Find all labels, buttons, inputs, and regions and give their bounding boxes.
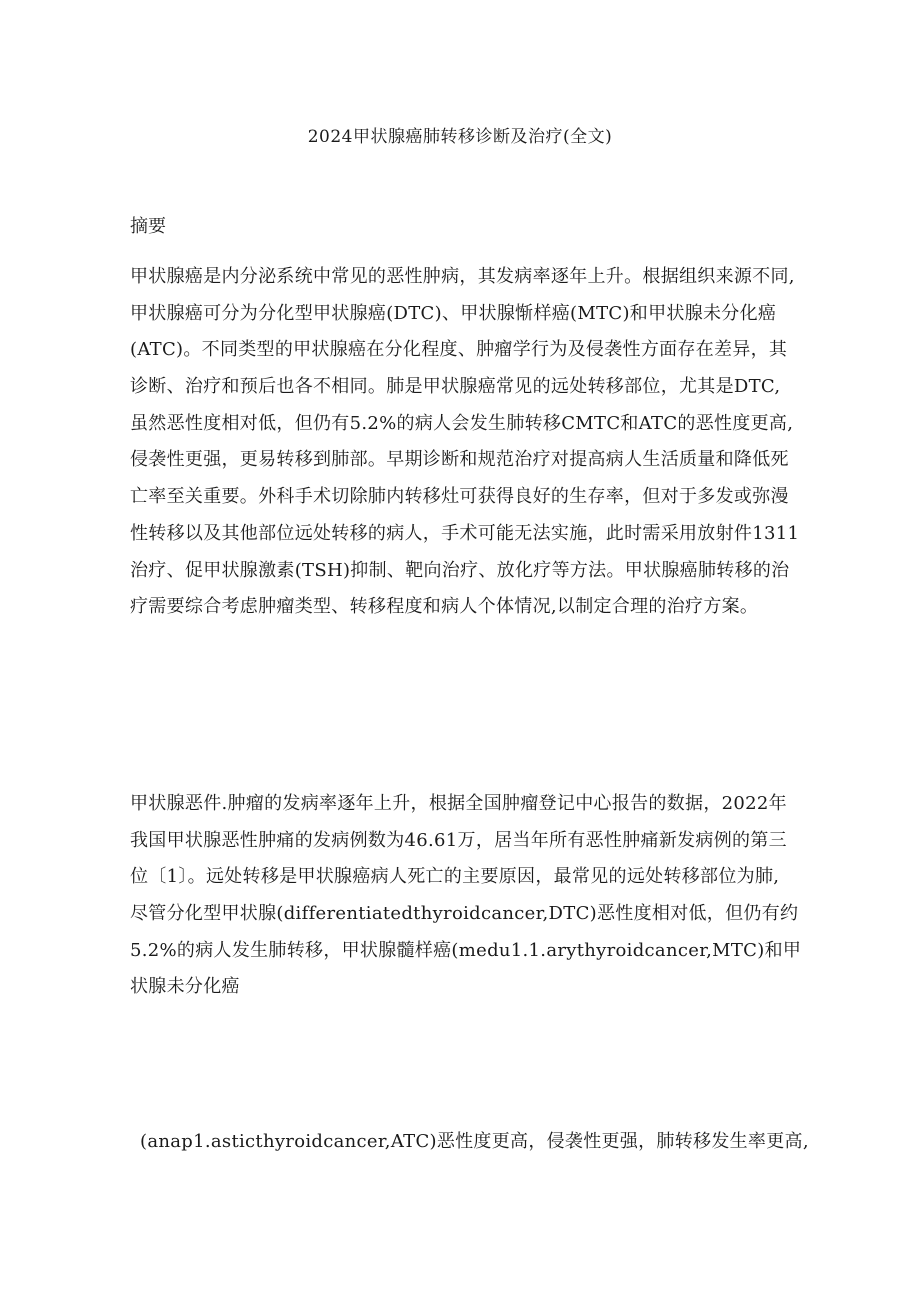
text-line: 侵袭性更强，更易转移到肺部。早期诊断和规范治疗对提高病人生活质量和降低死: [130, 449, 789, 471]
text-line: 虽然恶性度相对低，但仍有5.2%的病人会发生肺转移CMTC和ATC的恶性度更高,: [130, 412, 794, 434]
text-line: 甲状腺恶件.肿瘤的发病率逐年上升，根据全国肿瘤登记中心报告的数据，2022年: [130, 793, 787, 814]
text-line: 治疗、促甲状腺激素(TSH)抑制、靶向治疗、放化疗等方法。甲状腺癌肺转移的治: [130, 559, 790, 581]
text-line: 甲状腺癌是内分泌系统中常见的恶性肿病，其发病率逐年上升。根据组织来源不同,: [130, 266, 795, 287]
text-line: 诊断、治疗和预后也各不相同。肺是甲状腺癌常见的远处转移部位，尤其是DTC,: [130, 376, 781, 398]
abstract-heading: 摘要: [130, 216, 166, 237]
text-line: 状腺未分化癌: [130, 976, 240, 998]
abstract-paragraph: [130, 259, 800, 626]
text-line: 疗需要综合考虑肿瘤类型、转移程度和病人个体情况,以制定合理的治疗方案。: [130, 596, 759, 618]
text-line: 亡率至关重要。外科手术切除肺内转移灶可获得良好的生存率，但对于多发或弥漫: [130, 486, 789, 508]
text-line: 性转移以及其他部位远处转移的病人，手术可能无法实施，此时需采用放射件1311: [130, 522, 800, 544]
text-line: 尽管分化型甲状腺(differentiatedthyroidcancer,DTC)恶性度相对低，但仍有约: [130, 903, 799, 925]
text-line: 5.2%的病人发生肺转移，甲状腺髓样癌(medu1.1.arythyroidcancer,MTC)和甲: [130, 939, 802, 961]
text-line: 我国甲状腺恶性肿痛的发病例数为46.61万，居当年所有恶性肿痛新发病例的第三: [130, 829, 787, 851]
text-line: (ATC)。不同类型的甲状腺癌在分化程度、肿瘤学行为及侵袭性方面存在差异，其: [130, 339, 788, 361]
document-title: 2024甲状腺癌肺转移诊断及治疗(全文): [307, 127, 613, 147]
text-line: 甲状腺癌可分为分化型甲状腺癌(DTC)、甲状腺惭样癌(MTC)和甲状腺未分化癌: [130, 302, 777, 324]
text-line: (anap1.asticthyroidcancer,ATC)恶性度更高，侵袭性更强，肺转移发生率更高,: [140, 1131, 809, 1152]
body-paragraph: [130, 786, 800, 1006]
text-line: 位〔1〕。远处转移是甲状腺癌病人死亡的主要原因，最常见的远处转移部位为肺,: [130, 866, 780, 888]
continuation-paragraph: [140, 1124, 810, 1161]
